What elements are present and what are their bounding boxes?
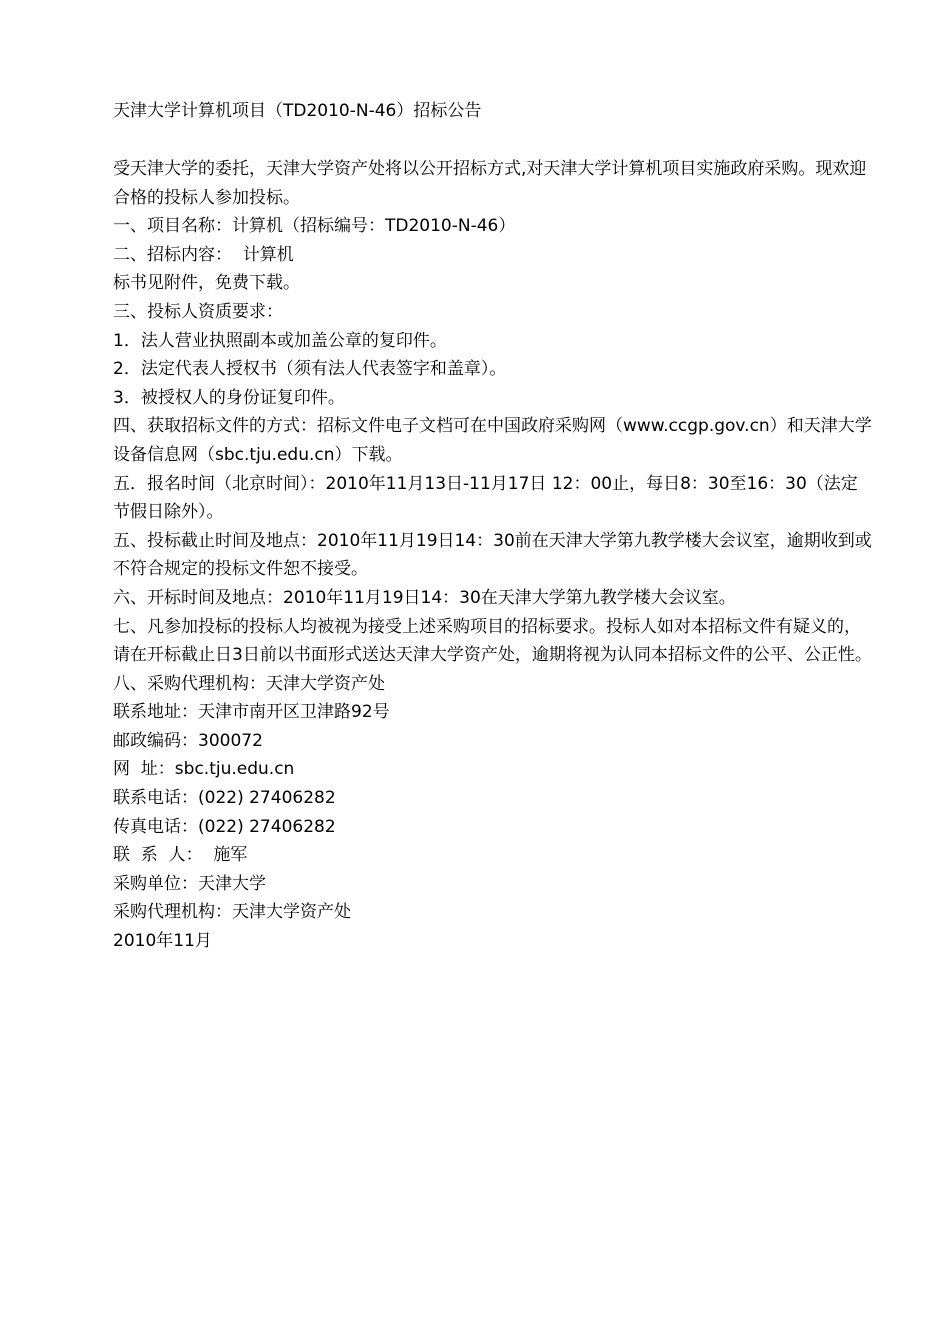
postal-code-line: 邮政编码：300072 bbox=[113, 730, 263, 751]
date-line: 2010年11月 bbox=[113, 931, 212, 952]
qualification-item-1: 1．法人营业执照副本或加盖公章的复印件。 bbox=[113, 330, 447, 351]
contact-person-line: 联 系 人： 施军 bbox=[113, 845, 248, 866]
phone-line: 联系电话：(022) 27406282 bbox=[113, 788, 336, 809]
document-acquisition-paragraph: 四、获取招标文件的方式：招标文件电子文档可在中国政府采购网（www.ccgp.gov.cn）和天津大学设备信息网（sbc.tju.edu.cn）下载。 bbox=[113, 416, 872, 465]
qualification-heading: 三、投标人资质要求： bbox=[113, 301, 283, 322]
agency-signature-line: 采购代理机构：天津大学资产处 bbox=[113, 902, 351, 923]
intro-paragraph: 受天津大学的委托，天津大学资产处将以公开招标方式,对天津大学计算机项目实施政府采购。现欢迎合格的投标人参加投标。 bbox=[113, 159, 867, 208]
tender-content-line: 二、招标内容： 计算机 bbox=[113, 244, 294, 265]
bid-opening-line: 六、开标时间及地点：2010年11月19日14：30在天津大学第九教学楼大会议室。 bbox=[113, 587, 736, 608]
website-line: 网 址：sbc.tju.edu.cn bbox=[113, 759, 295, 780]
contact-address-line: 联系地址：天津市南开区卫津路92号 bbox=[113, 702, 390, 723]
project-name-line: 一、项目名称：计算机（招标编号：TD2010-N-46） bbox=[113, 216, 516, 237]
registration-time-paragraph: 五．报名时间（北京时间）：2010年11月13日-11月17日 12：00止，每日8：30至16：30（法定节假日除外）。 bbox=[113, 473, 858, 523]
attachment-note-line: 标书见附件，免费下载。 bbox=[113, 273, 300, 294]
bid-deadline-paragraph: 五、投标截止时间及地点：2010年11月19日14：30前在天津大学第九教学楼大会议室，逾期收到或不符合规定的投标文件恕不接受。 bbox=[113, 530, 872, 580]
bid-requirements-paragraph: 七、凡参加投标的投标人均被视为接受上述采购项目的招标要求。投标人如对本招标文件有疑义的，请在开标截止日3日前以书面形式送达天津大学资产处，逾期将视为认同本招标文件的公平、公正性。 bbox=[113, 616, 872, 666]
qualification-item-3: 3．被授权人的身份证复印件。 bbox=[113, 387, 345, 408]
purchasing-unit-line: 采购单位：天津大学 bbox=[113, 873, 266, 894]
document-body bbox=[113, 97, 873, 956]
document-title: 天津大学计算机项目（TD2010-N-46）招标公告 bbox=[113, 101, 482, 121]
fax-line: 传真电话：(022) 27406282 bbox=[113, 816, 336, 837]
procurement-agency-line: 八、采购代理机构：天津大学资产处 bbox=[113, 673, 385, 694]
qualification-item-2: 2．法定代表人授权书（须有法人代表签字和盖章）。 bbox=[113, 359, 507, 380]
